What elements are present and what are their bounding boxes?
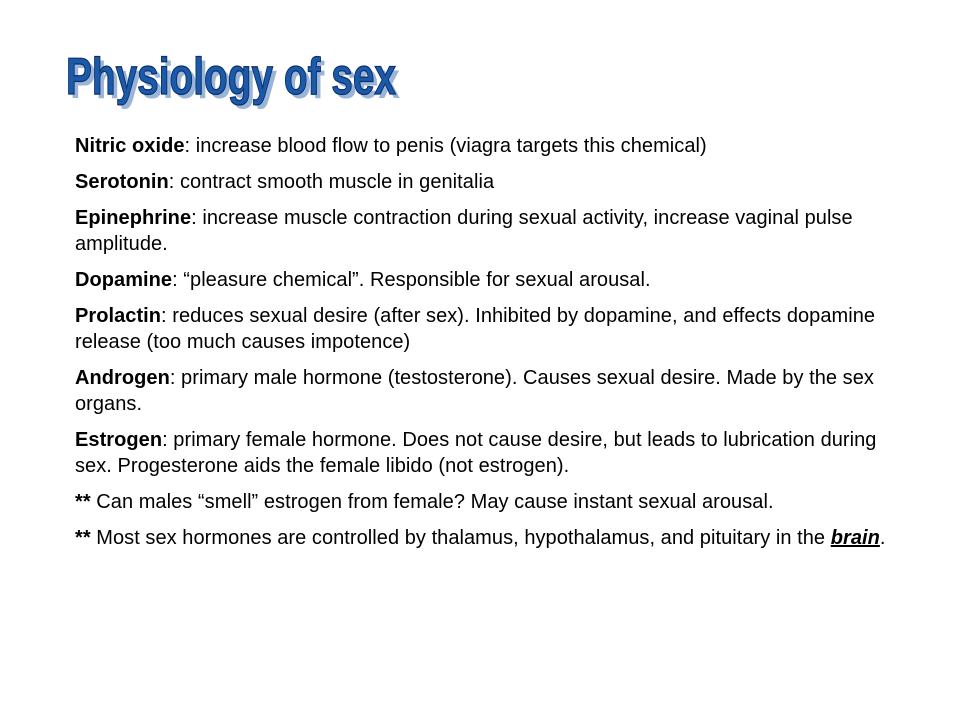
slide-title-shadow: Physiology of sex	[70, 52, 401, 110]
term-label: Dopamine	[75, 269, 173, 291]
term-label: Prolactin	[75, 305, 162, 327]
term-label: Androgen	[75, 367, 170, 389]
note-text: Can males “smell” estrogen from female? May cause instant sexual arousal.	[90, 491, 774, 513]
note-tail: .	[879, 527, 886, 549]
note-smell-estrogen	[75, 489, 915, 515]
note-marker: **	[75, 491, 91, 513]
brain-emphasis: brain	[830, 527, 880, 549]
list-item-estrogen	[75, 427, 915, 479]
slide-title-text: Physiology of sex	[66, 48, 397, 106]
term-description: : primary female hormone. Does not cause desire, but leads to lubrication during sex. Progesterone aids the female libido (not estrogen).	[75, 429, 877, 477]
term-description: : primary male hormone (testosterone). Causes sexual desire. Made by the sex organs.	[75, 367, 874, 415]
list-item-dopamine	[75, 267, 915, 293]
list-item-prolactin	[75, 303, 915, 355]
term-label: Serotonin	[75, 171, 169, 193]
note-text: Most sex hormones are controlled by thalamus, hypothalamus, and pituitary in the	[90, 527, 831, 549]
term-description: : contract smooth muscle in genitalia	[168, 171, 495, 193]
term-label: Nitric oxide	[75, 135, 185, 157]
content-list	[75, 133, 915, 561]
term-label: Epinephrine	[75, 207, 192, 229]
term-description: : reduces sexual desire (after sex). Inhibited by dopamine, and effects dopamine release (too much causes impotence)	[75, 305, 876, 353]
list-item-epinephrine	[75, 205, 915, 257]
slide-title	[66, 44, 466, 114]
note-marker: **	[75, 527, 91, 549]
slide-title-graphic	[66, 44, 466, 114]
note-hormone-control	[75, 525, 915, 551]
list-item-androgen	[75, 365, 915, 417]
term-description: : “pleasure chemical”. Responsible for sexual arousal.	[172, 269, 651, 291]
list-item-nitric-oxide	[75, 133, 915, 159]
term-label: Estrogen	[75, 429, 163, 451]
list-item-serotonin	[75, 169, 915, 195]
term-description: : increase muscle contraction during sexual activity, increase vaginal pulse amplitude.	[75, 207, 853, 255]
term-description: : increase blood flow to penis (viagra targets this chemical)	[184, 135, 707, 157]
